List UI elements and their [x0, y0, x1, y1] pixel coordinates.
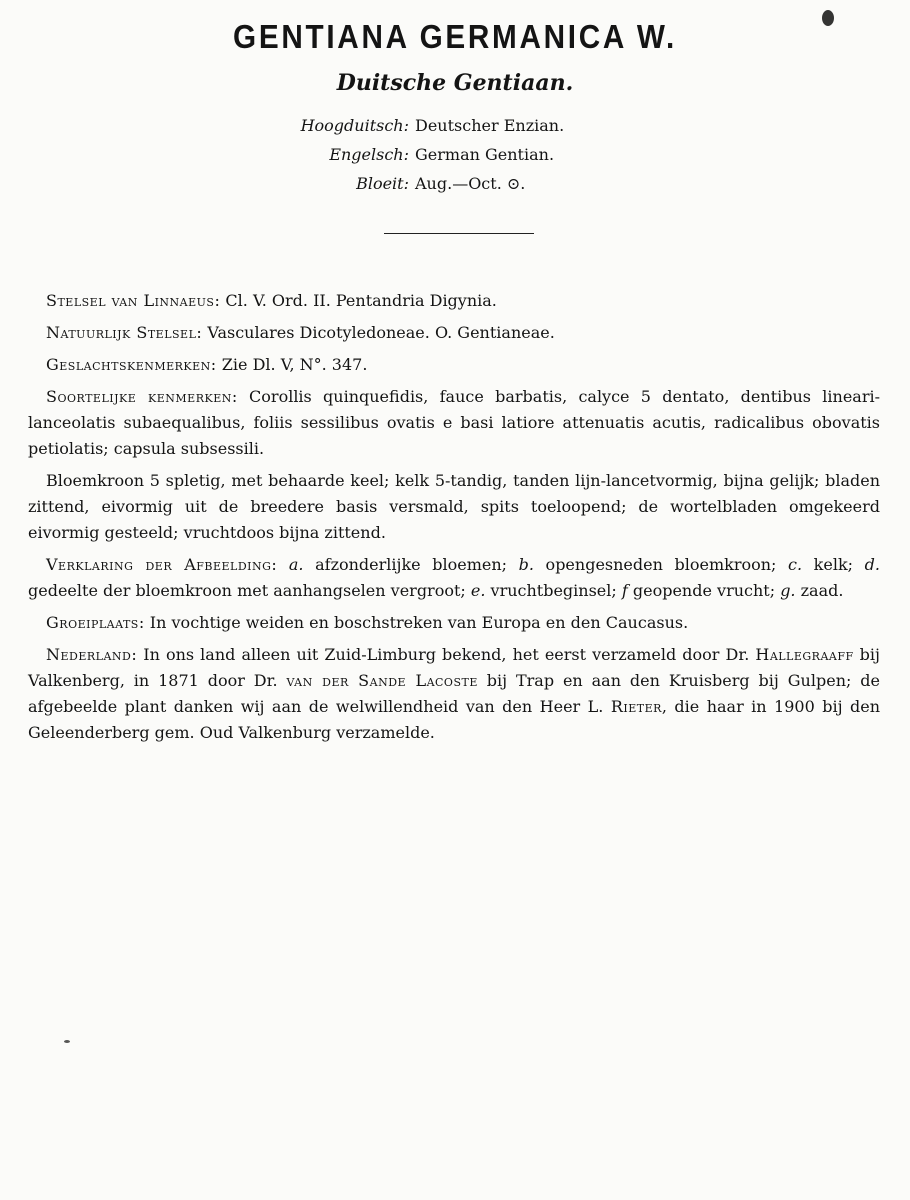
person-name: Hallegraaff — [755, 645, 854, 664]
section-text: bij Valkenberg, in 1871 door Dr. — [28, 645, 880, 690]
figure-text-d: gedeelte der bloemkroon met aanhangselen vergroot; — [28, 581, 471, 600]
section-natural-system — [28, 320, 880, 346]
section-heading: Soortelijke kenmerken: — [46, 387, 238, 406]
section-habitat — [28, 610, 880, 636]
figure-text-g: zaad. — [795, 581, 844, 600]
name-row-english — [0, 145, 910, 174]
section-text: Corollis quinquefidis, fauce barbatis, calyce 5 dentato, dentibus lineari-lanceolatis subaequalibus, foliis sessilibus ovatis e basi latiore attenuatis acutis, radicalibus obovatis petiolatis; capsula subsessili. — [28, 387, 881, 458]
section-heading: Geslachtskenmerken: — [46, 355, 217, 374]
section-figure-explanation — [28, 552, 880, 604]
section-heading: Groeiplaats: — [46, 613, 145, 632]
section-text: Cl. V. Ord. II. Pentandria Digynia. — [220, 291, 497, 310]
figure-text-f: geopende vrucht; — [627, 581, 781, 600]
ink-speck — [822, 10, 834, 26]
document-body — [28, 288, 880, 752]
name-row-german — [0, 116, 910, 145]
common-names — [0, 116, 910, 203]
section-heading: Verklaring der Afbeelding: — [46, 555, 278, 574]
name-label: Hoogduitsch: — [300, 116, 409, 135]
figure-key-c: c. — [788, 555, 803, 574]
page-title: GENTIANA GERMANICA W. — [233, 18, 677, 55]
figure-key-f: f — [621, 581, 628, 600]
section-description — [28, 468, 880, 546]
section-species — [28, 384, 880, 462]
figure-text-c: kelk; — [802, 555, 865, 574]
person-name: Rieter — [610, 697, 662, 716]
section-netherlands — [28, 642, 880, 746]
section-text: Zie Dl. V, N°. 347. — [216, 355, 368, 374]
figure-text-e: vruchtbeginsel; — [485, 581, 622, 600]
ink-speck — [64, 1040, 70, 1043]
section-text: In ons land alleen uit Zuid-Limburg bekend, het eerst verzameld door Dr. — [137, 645, 756, 664]
figure-key-a: a. — [288, 555, 304, 574]
section-text: bij Trap en aan den Kruisberg bij Gulpen; de afgebeelde plant danken wij aan de welwillendheid van den Heer L. — [28, 671, 880, 716]
figure-key-e: e. — [470, 581, 486, 600]
section-text: Vasculares Dicotyledoneae. O. Gentianeae. — [202, 323, 555, 342]
figure-text-b: opengesneden bloemkroon; — [533, 555, 789, 574]
section-heading: Nederland: — [46, 645, 138, 664]
person-name: van der Sande Lacoste — [286, 671, 478, 690]
section-text: Bloemkroon 5 spletig, met behaarde keel; kelk 5-tandig, tanden lijn-lancetvormig, bijna gelijk; bladen zittend, eivormig uit de breedere basis versmald, spits toeloopend; de wortelbladen omgekeerd eivormig gesteeld; vruchtdoos bijna zittend. — [28, 471, 880, 542]
name-value: Aug.—Oct. ⊙. — [415, 174, 526, 193]
section-text: In vochtige weiden en boschstreken van Europa en den Caucasus. — [144, 613, 689, 632]
section-heading: Natuurlijk Stelsel: — [46, 323, 203, 342]
figure-key-b: b. — [518, 555, 534, 574]
name-label: Bloeit: — [356, 174, 409, 193]
figure-key-d: d. — [864, 555, 880, 574]
name-row-flowering — [0, 174, 910, 203]
divider-rule — [384, 233, 534, 234]
page-subtitle: Duitsche Gentiaan. — [336, 70, 574, 96]
section-linnaeus — [28, 288, 880, 314]
name-label: Engelsch: — [329, 145, 409, 164]
section-text: , die haar in 1900 bij den Geleenderberg gem. Oud Valkenburg verzamelde. — [28, 697, 881, 742]
section-heading: Stelsel van Linnaeus: — [46, 291, 221, 310]
figure-text-a: afzonderlijke bloemen; — [303, 555, 519, 574]
section-genus — [28, 352, 880, 378]
name-value: German Gentian. — [415, 145, 555, 164]
name-value: Deutscher Enzian. — [415, 116, 565, 135]
figure-key-g: g. — [780, 581, 796, 600]
